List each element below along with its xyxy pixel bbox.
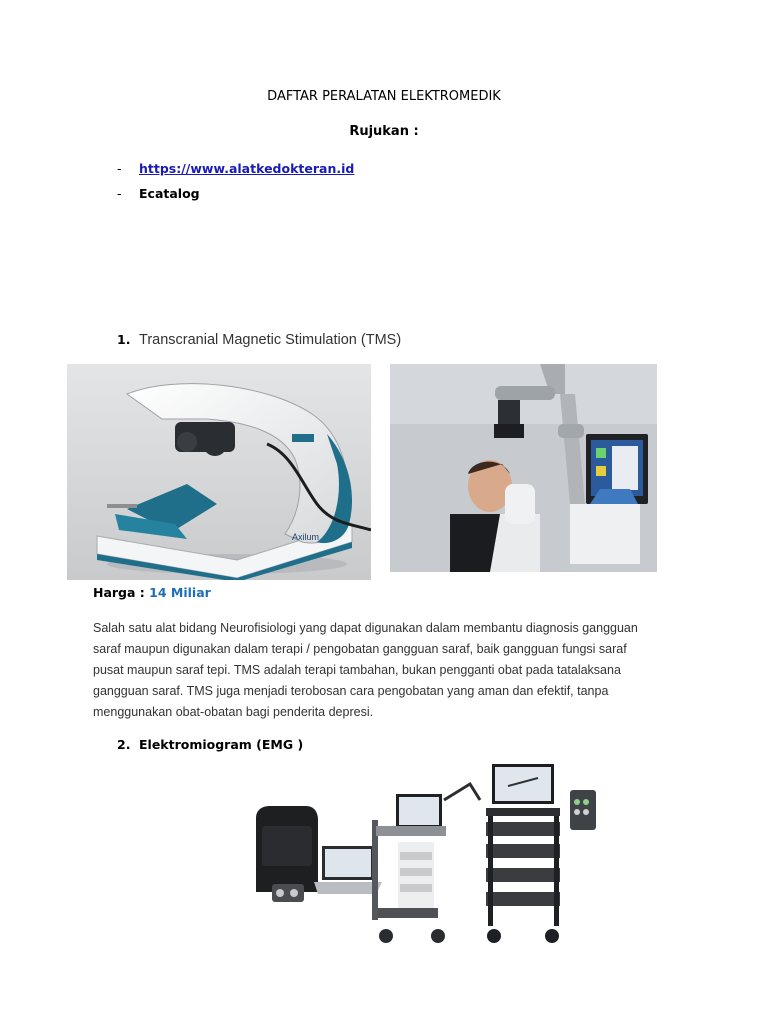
references-heading: Rujukan : (349, 124, 419, 139)
section-heading-tms (117, 331, 401, 348)
description-line: Salah satu alat bidang Neurofisiologi yang dapat digunakan dalam membantu diagnosis gangguan (93, 621, 638, 635)
section-number: 1. (117, 332, 131, 347)
tms-description (93, 618, 683, 723)
emg-equipment-photo (248, 760, 608, 952)
tms-patient-photo (390, 364, 657, 572)
reference-item-ecatalog (117, 186, 200, 201)
reference-link[interactable]: https://www.alatkedokteran.id (139, 161, 355, 176)
bullet-dash: - (117, 186, 122, 201)
description-line: pusat maupun saraf tepi. TMS adalah terapi tambahan, bukan pengganti obat pada tatalaksana (93, 663, 621, 677)
price-label: Harga : (93, 585, 145, 600)
description-line: menggunakan obat-obatan bagi penderita depresi. (93, 705, 374, 719)
price-value: 14 Miliar (149, 585, 211, 600)
section-title: Elektromiogram (EMG ) (139, 737, 304, 752)
section-title: Transcranial Magnetic Stimulation (TMS) (139, 332, 402, 348)
axilum-logo: Axilum (292, 532, 320, 542)
description-line: gangguan saraf. TMS juga menjadi terobosan cara pengobatan yang aman dan efektif, tanpa (93, 684, 609, 698)
page-title: DAFTAR PERALATAN ELEKTROMEDIK (267, 89, 501, 104)
reference-ecatalog: Ecatalog (139, 186, 200, 201)
description-line: saraf maupun digunakan dalam terapi / pengobatan gangguan saraf, baik gangguan fungsi saraf (93, 642, 627, 656)
section-number: 2. (117, 737, 131, 752)
tms-device-photo (67, 364, 371, 580)
section-heading-emg (117, 736, 303, 752)
reference-item-website (117, 161, 354, 176)
bullet-dash: - (117, 161, 122, 176)
price-line (93, 585, 211, 600)
